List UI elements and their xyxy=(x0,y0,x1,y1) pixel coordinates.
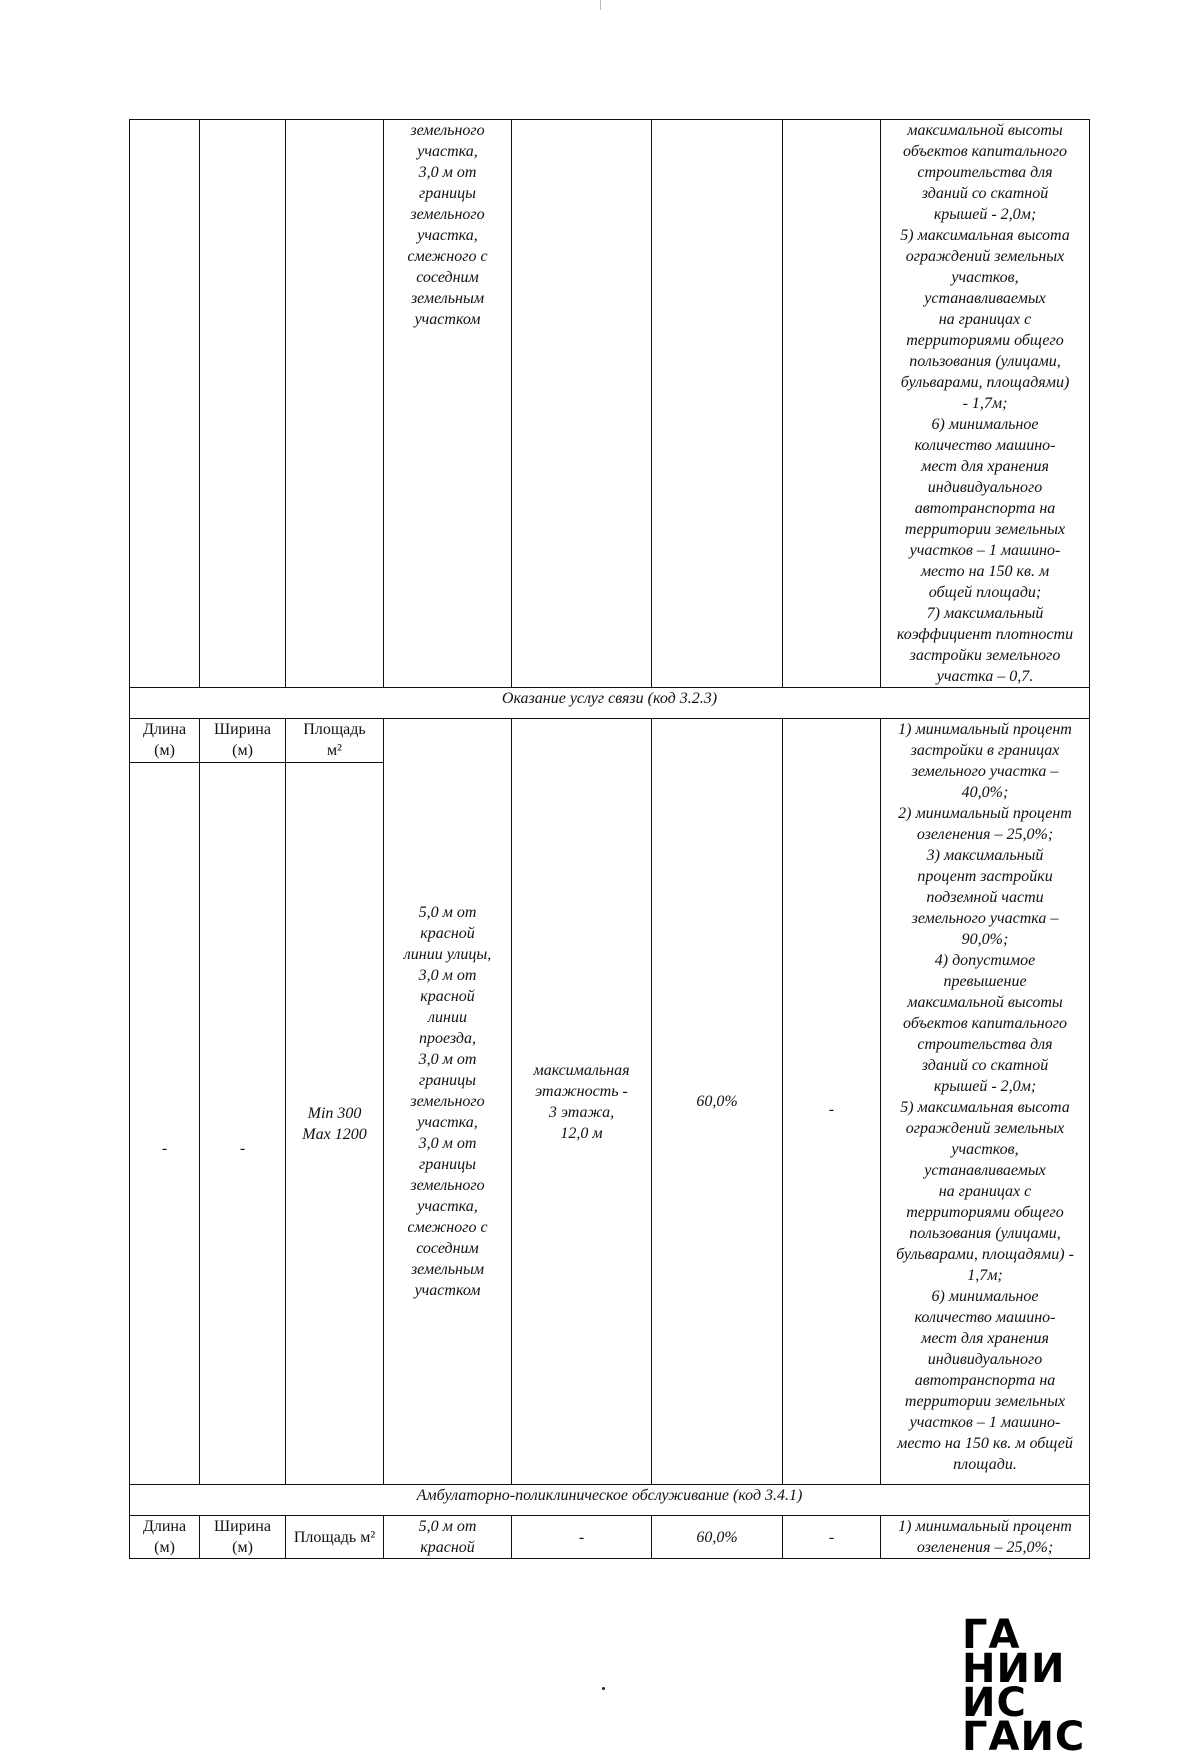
header-width: Ширина (м) xyxy=(200,1516,286,1559)
cell-col7: - xyxy=(783,1516,881,1559)
scan-dot xyxy=(602,1687,605,1690)
header-width: Ширина (м) xyxy=(200,719,286,763)
logo-line-1: ГА НИИ xyxy=(962,1612,1066,1692)
table-row xyxy=(130,1516,1090,1559)
cell-setbacks: 5,0 м от красной xyxy=(384,1516,512,1559)
cell-params: 1) минимальный процент застройки в границах земельного участка – 40,0%; 2) минимальный процент озеленения – 25,0%; 3) максимальный процент застройки подземной части земельного участка – 90,0%; 4) допустимое превышение максимальной высоты объектов капитального строительства для зданий со скатной крышей - 2,0м; 5) максимальная высота ограждений земельных участков, устанавливаемых на границах с территориями общего пользования (улицами, бульварами, площадями) - 1,7м; 6) минимальное количество машино- мест для хранения индивидуального автотранспорта на территории земельных участков – 1 машино- место на 150 кв. м общей площади. xyxy=(881,719,1090,1485)
regulations-table xyxy=(129,119,1090,1559)
cell-col7: - xyxy=(783,719,881,1485)
cell-setbacks: земельного участка, 3,0 м от границы земельного участка, смежного с соседним земельным участком xyxy=(384,120,512,688)
cell-floors: максимальная этажность - 3 этажа, 12,0 м xyxy=(512,719,652,1485)
institute-logo xyxy=(962,1612,1138,1760)
section-title: Оказание услуг связи (код 3.2.3) xyxy=(130,688,1090,719)
cell-coverage xyxy=(652,120,783,688)
cell-width: - xyxy=(200,763,286,1485)
logo-line-2: ИС ГАИС xyxy=(962,1680,1086,1760)
table-row-continuation xyxy=(130,120,1090,688)
scan-mark xyxy=(600,0,601,10)
cell-floors: - xyxy=(512,1516,652,1559)
header-length: Длина (м) xyxy=(130,719,200,763)
section-title-row xyxy=(130,1485,1090,1516)
cell-setbacks: 5,0 м от красной линии улицы, 3,0 м от красной линии проезда, 3,0 м от границы земельного участка, 3,0 м от границы земельного участка, смежного с соседним земельным участком xyxy=(384,719,512,1485)
section-title-row xyxy=(130,688,1090,719)
cell-params: 1) минимальный процент озеленения – 25,0%; xyxy=(881,1516,1090,1559)
cell-coverage: 60,0% xyxy=(652,1516,783,1559)
cell-col7 xyxy=(783,120,881,688)
section-title: Амбулаторно-поликлиническое обслуживание (код 3.4.1) xyxy=(130,1485,1090,1516)
header-length: Длина (м) xyxy=(130,1516,200,1559)
cell-params: максимальной высоты объектов капитального строительства для зданий со скатной крышей - 2,0м; 5) максимальная высота ограждений земельных участков, устанавливаемых на границах с территориями общего пользования (улицами, бульварами, площадями) - 1,7м; 6) минимальное количество машино- мест для хранения индивидуального автотранспорта на территории земельных участков – 1 машино- место на 150 кв. м общей площади; 7) максимальный коэффициент плотности застройки земельного участка – 0,7. xyxy=(881,120,1090,688)
cell-width xyxy=(200,120,286,688)
table-header-row xyxy=(130,719,1090,763)
cell-area xyxy=(286,120,384,688)
cell-length xyxy=(130,120,200,688)
cell-coverage: 60,0% xyxy=(652,719,783,1485)
cell-length: - xyxy=(130,763,200,1485)
header-area: Площадь м² xyxy=(286,1516,384,1559)
cell-area: Min 300 Max 1200 xyxy=(286,763,384,1485)
cell-floors xyxy=(512,120,652,688)
header-area: Площадь м² xyxy=(286,719,384,763)
